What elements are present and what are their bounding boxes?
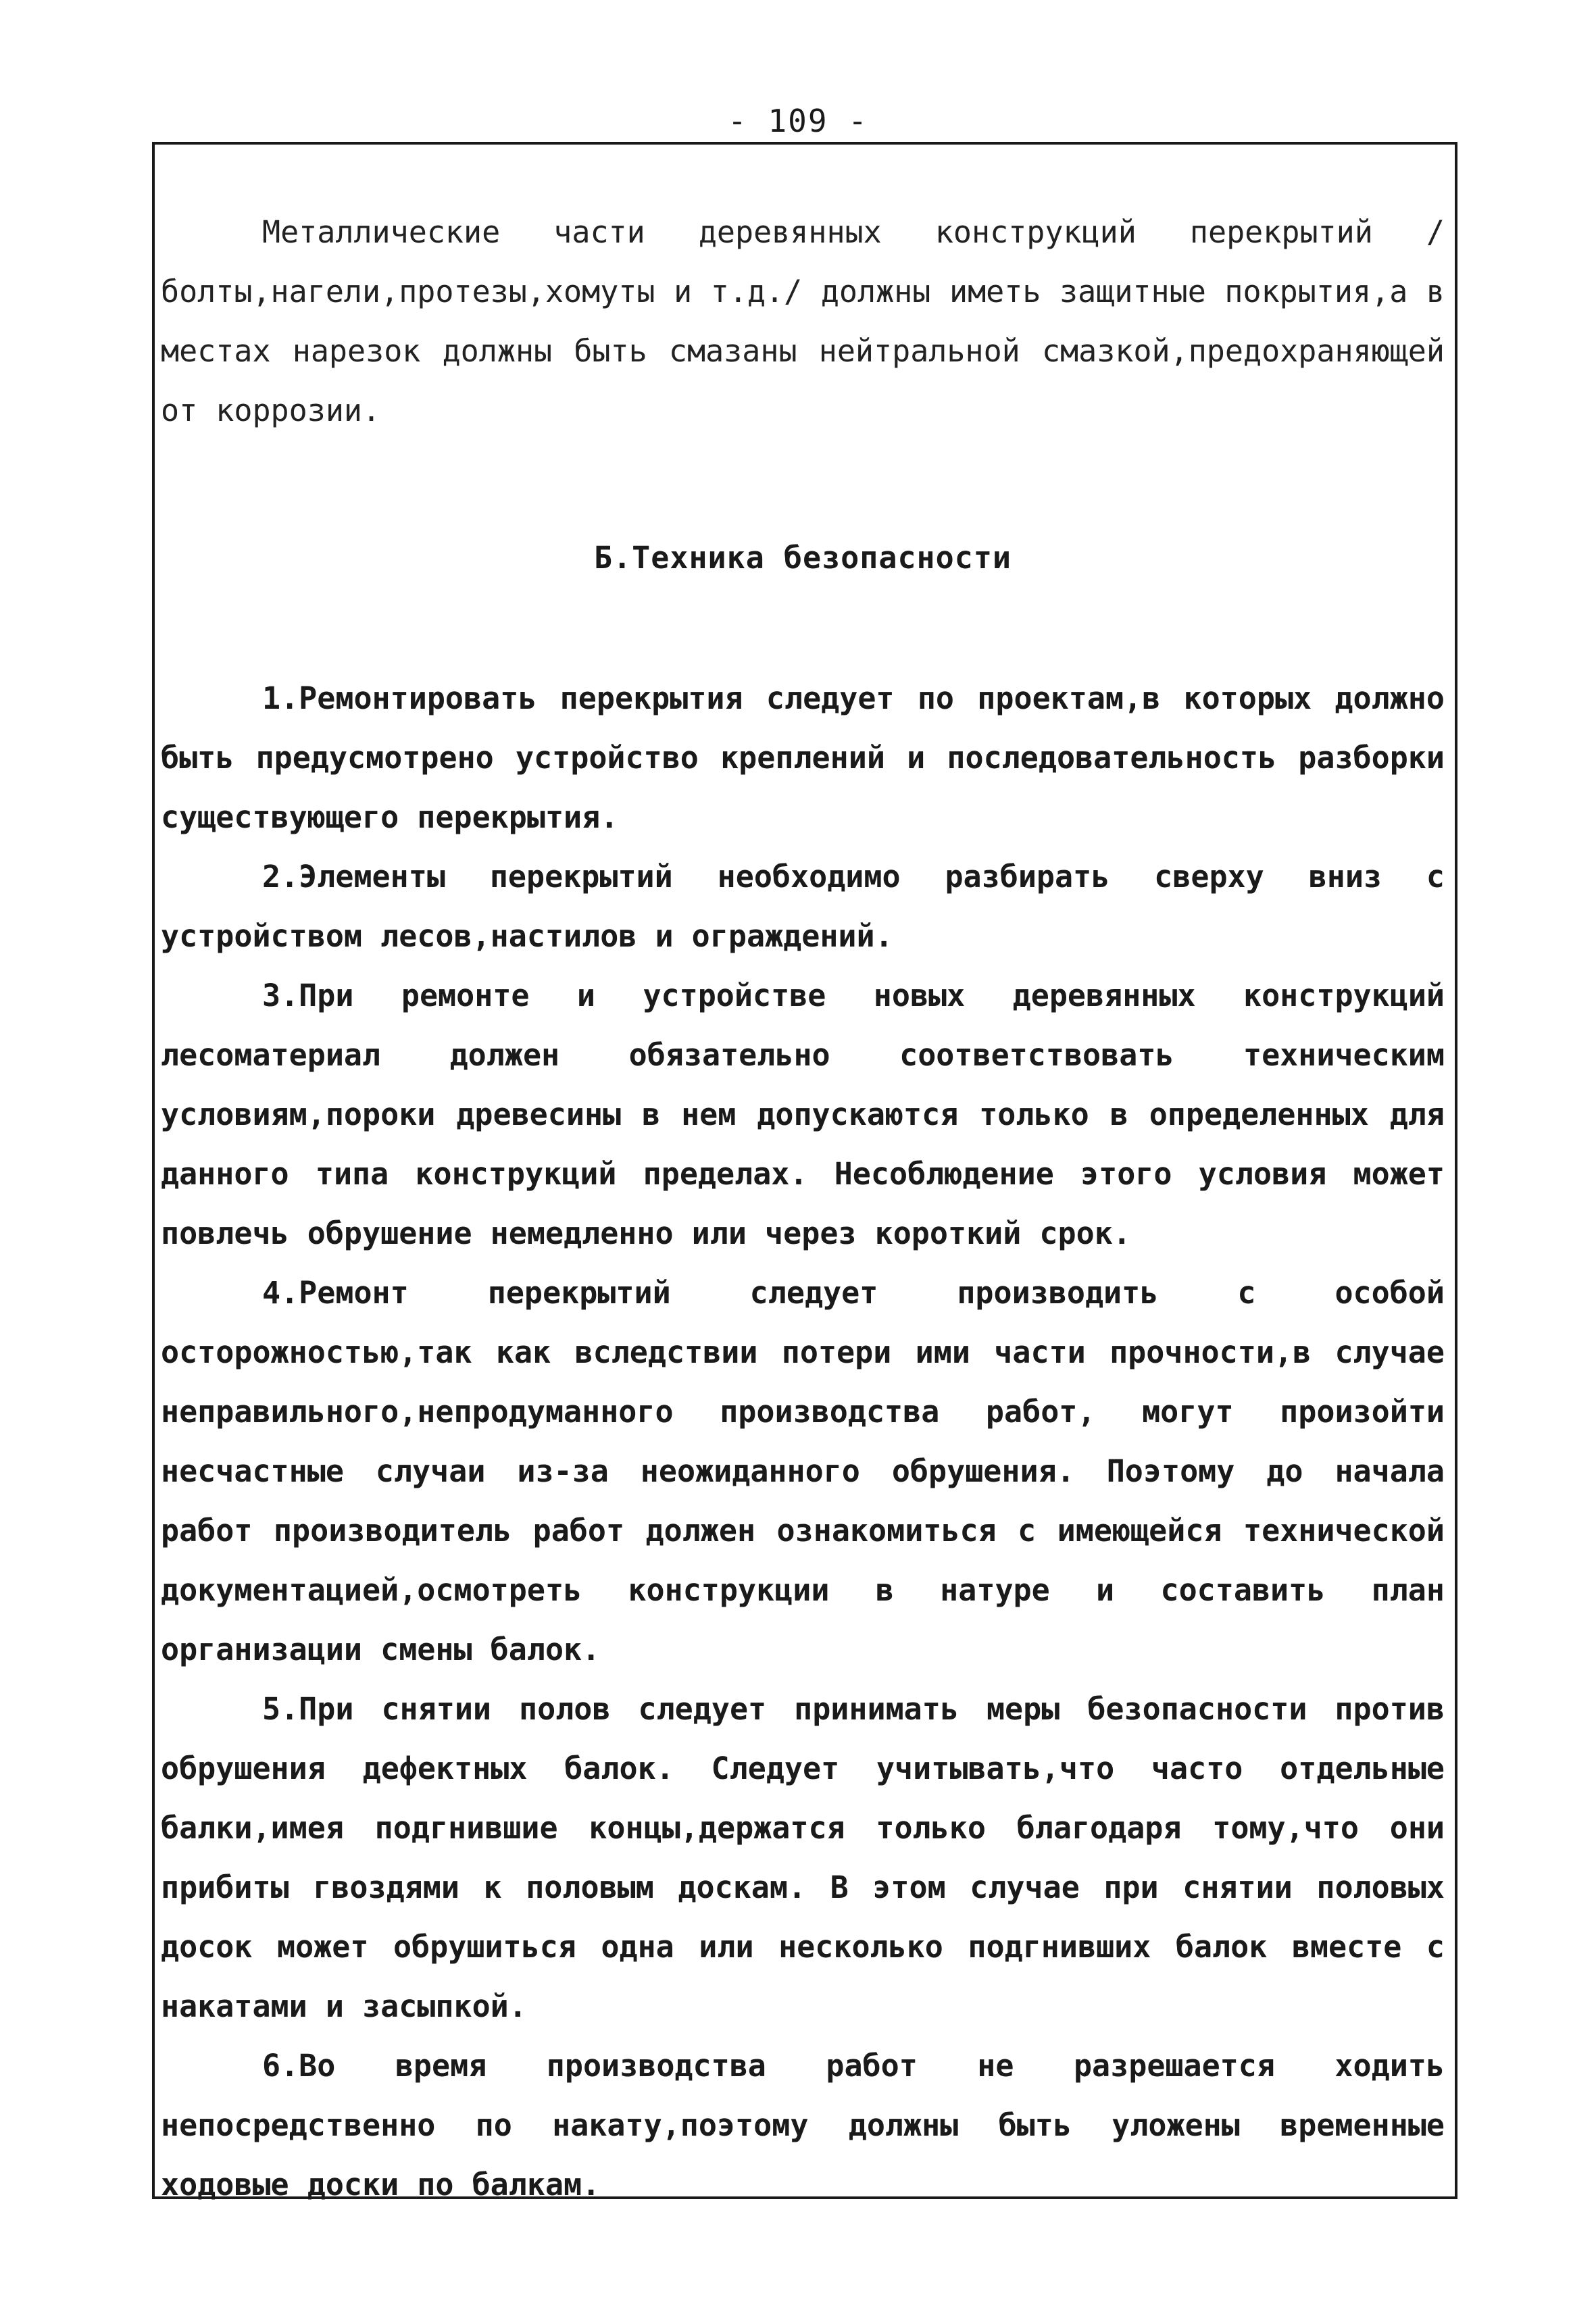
safety-item-3: 3.При ремонте и устройстве новых деревянных конструкций лесоматериал должен обязательно соответствовать техническим условиям,пороки древесины в нем допускаются только в определенных для данного типа конструкций пределах. Несоблюдение этого условия может повлечь обрушение немедленно или через короткий срок.	[161, 978, 1445, 1251]
safety-item-5: 5.При снятии полов следует принимать меры безопасности против обрушения дефектных балок. Следует учитывать,что часто отдельные балки,имея подгнившие концы,держатся только благодаря тому,что они прибиты гвоздями к половым доскам. В этом случае при снятии половых досок может обрушиться одна или несколько подгнивших балок вместе с накатами и засыпкой.	[161, 1691, 1445, 2024]
safety-item-4: 4.Ремонт перекрытий следует производить с особой осторожностью,так как вследствии потери ими части прочности,в случае неправильного,непродуманного производства работ, могут произойти несчастные случаи из-за неожиданного обрушения. Поэтому до начала работ производитель работ должен ознакомиться с имеющейся технической документацией,осмотреть конструкции в натуре и составить план организации смены балок.	[161, 1275, 1445, 1667]
safety-item-6: 6.Во время производства работ не разрешается ходить непосредственно по накату,поэтому должны быть уложены временные ходовые доски по балкам.	[161, 2048, 1445, 2203]
section-heading: Б.Техника безопасности	[593, 540, 1012, 576]
document-body	[161, 203, 1445, 2215]
page-number: - 109 -	[728, 103, 868, 139]
intro-paragraph: Металлические части деревянных конструкций перекрытий /болты,нагели,протезы,хомуты и т.д./ должны иметь защитные покрытия,а в местах нарезок должны быть смазаны нейтральной смазкой,предохраняющей от коррозии.	[161, 214, 1445, 428]
safety-item-1: 1.Ремонтировать перекрытия следует по проектам,в которых должно быть предусмотрено устройство креплений и последовательность разборки существующего перекрытия.	[161, 680, 1445, 835]
safety-item-2: 2.Элементы перекрытий необходимо разбирать сверху вниз с устройством лесов,настилов и ограждений.	[161, 859, 1445, 954]
